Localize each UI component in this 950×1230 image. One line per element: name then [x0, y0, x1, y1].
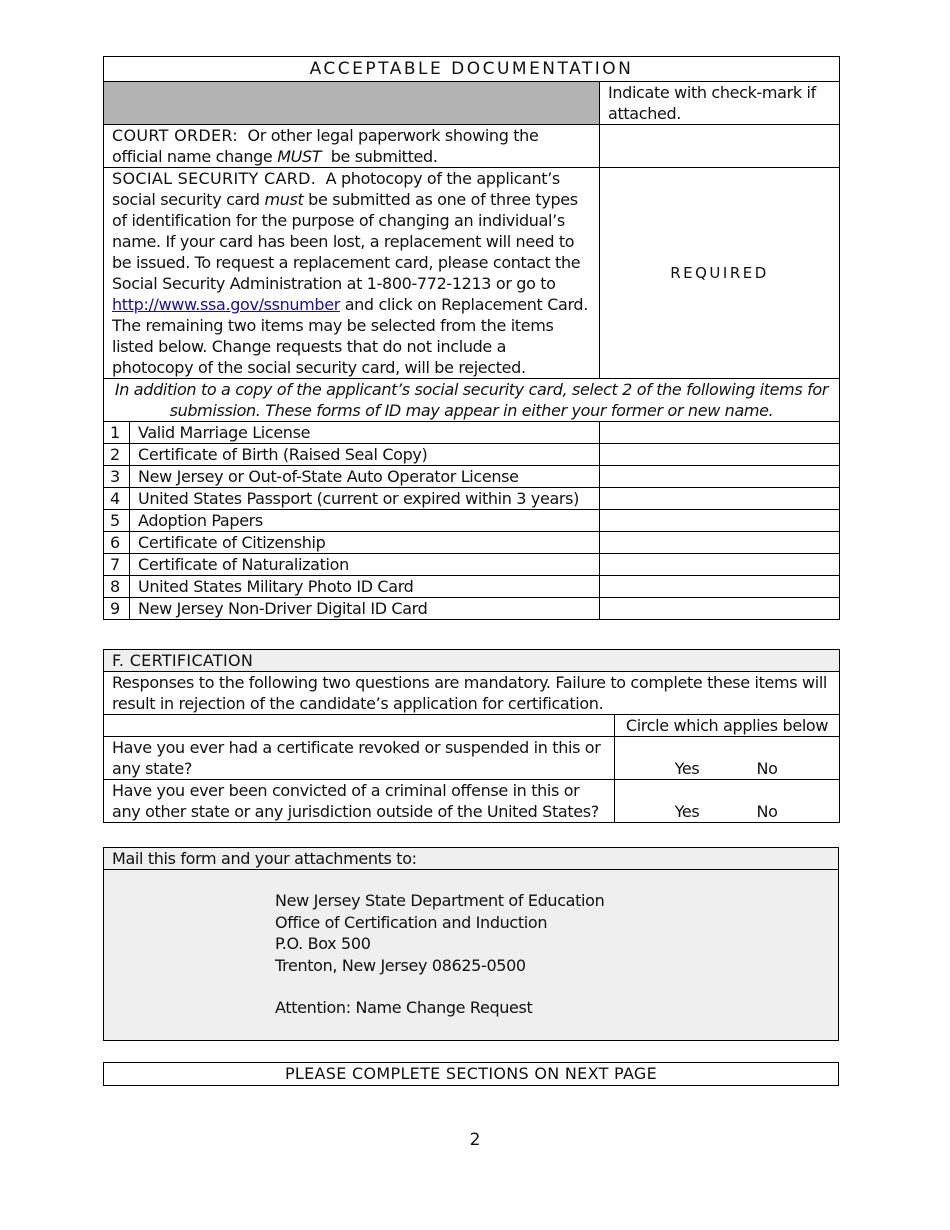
- ss-card-must: must: [264, 190, 304, 209]
- item-label: United States Passport (current or expired within 3 years): [130, 488, 600, 510]
- item-label: New Jersey Non-Driver Digital ID Card: [130, 598, 600, 620]
- certification-blank-cell: [104, 715, 615, 737]
- answer-cell: [615, 780, 840, 823]
- item-label: New Jersey or Out-of-State Auto Operator License: [130, 466, 600, 488]
- footer-note: PLEASE COMPLETE SECTIONS ON NEXT PAGE: [104, 1063, 839, 1086]
- court-order-must: MUST: [277, 147, 322, 166]
- item-label: Certificate of Birth (Raised Seal Copy): [130, 444, 600, 466]
- mail-header: Mail this form and your attachments to:: [104, 848, 839, 870]
- mailing-address: [104, 870, 839, 1041]
- item-label: United States Military Photo ID Card: [130, 576, 600, 598]
- question-row: [104, 737, 840, 780]
- check-mark-header: Indicate with check-mark if attached.: [600, 82, 840, 125]
- item-number: 3: [104, 466, 130, 488]
- question-text: Have you ever been convicted of a criminal offense in this or any other state or any jurisdiction outside of the United States?: [104, 780, 615, 823]
- item-check-cell[interactable]: [600, 532, 840, 554]
- court-order-text-after: be submitted.: [330, 147, 438, 166]
- court-order-description: [104, 125, 600, 168]
- list-item: [104, 576, 840, 598]
- question-text: Have you ever had a certificate revoked or suspended in this or any state?: [104, 737, 615, 780]
- ss-card-text3: and click on Replacement Card. The remaining two items may be selected from the items listed below. Change requests that do not include a photocopy of the social security card, will be rejected.: [112, 295, 588, 377]
- item-number: 9: [104, 598, 130, 620]
- list-item: [104, 510, 840, 532]
- footer-note-table: [103, 1062, 839, 1086]
- item-check-cell[interactable]: [600, 510, 840, 532]
- item-check-cell[interactable]: [600, 576, 840, 598]
- item-number: 5: [104, 510, 130, 532]
- item-check-cell[interactable]: [600, 554, 840, 576]
- attention-line: Attention: Name Change Request: [275, 998, 533, 1017]
- item-number: 1: [104, 422, 130, 444]
- item-label: Certificate of Naturalization: [130, 554, 600, 576]
- ss-card-required-label: REQUIRED: [600, 168, 840, 379]
- certification-table: [103, 649, 840, 823]
- page-number: 2: [469, 1130, 481, 1150]
- yes-option[interactable]: Yes: [674, 802, 700, 821]
- acceptable-documentation-table: [103, 56, 840, 620]
- certification-title: F. CERTIFICATION: [104, 650, 840, 672]
- item-number: 8: [104, 576, 130, 598]
- item-check-cell[interactable]: [600, 422, 840, 444]
- question-row: [104, 780, 840, 823]
- list-item: [104, 598, 840, 620]
- answer-cell: [615, 737, 840, 780]
- acceptable-documentation-title: ACCEPTABLE DOCUMENTATION: [104, 57, 840, 82]
- item-check-cell[interactable]: [600, 444, 840, 466]
- yes-option[interactable]: Yes: [674, 759, 700, 778]
- ss-card-heading: SOCIAL SECURITY CARD.: [112, 169, 317, 188]
- list-item: [104, 532, 840, 554]
- item-number: 7: [104, 554, 130, 576]
- list-item: [104, 422, 840, 444]
- ss-card-text2: be submitted as one of three types of identification for the purpose of changing an individual’s name. If your card has been lost, a replacement will need to be issued. To request a replacement card, please contact the Social Security Administration at 1-800-772-1213 or go to: [112, 190, 581, 293]
- list-item: [104, 444, 840, 466]
- item-check-cell[interactable]: [600, 466, 840, 488]
- ssa-link[interactable]: http://www.ssa.gov/ssnumber: [112, 295, 340, 314]
- address-line-3: P.O. Box 500: [275, 934, 371, 953]
- list-item: [104, 466, 840, 488]
- address-line-2: Office of Certification and Induction: [275, 912, 548, 932]
- address-line-1: New Jersey State Department of Education: [275, 891, 605, 910]
- ss-card-text1: A photocopy of the applicant’s social security card: [112, 169, 560, 209]
- item-number: 6: [104, 532, 130, 554]
- court-order-text-before: Or other legal paperwork showing the official name change: [112, 126, 539, 166]
- court-order-heading: COURT ORDER:: [112, 126, 239, 145]
- item-check-cell[interactable]: [600, 488, 840, 510]
- no-option[interactable]: No: [756, 802, 778, 821]
- circle-header: Circle which applies below: [615, 715, 840, 737]
- header-blank-cell: [104, 82, 600, 125]
- item-number: 4: [104, 488, 130, 510]
- list-item: [104, 554, 840, 576]
- list-item: [104, 488, 840, 510]
- selection-instruction: In addition to a copy of the applicant’s social security card, select 2 of the following items for submission. These forms of ID may appear in either your former or new name.: [104, 379, 840, 422]
- no-option[interactable]: No: [756, 759, 778, 778]
- ss-card-description: [104, 168, 600, 379]
- address-line-4: Trenton, New Jersey 08625-0500: [275, 955, 526, 975]
- mail-table: [103, 847, 839, 1041]
- item-check-cell[interactable]: [600, 598, 840, 620]
- item-label: Certificate of Citizenship: [130, 532, 600, 554]
- certification-intro: Responses to the following two questions are mandatory. Failure to complete these items will result in rejection of the candidate’s application for certification.: [104, 672, 840, 715]
- item-label: Adoption Papers: [130, 510, 600, 532]
- item-number: 2: [104, 444, 130, 466]
- court-order-check-cell[interactable]: [600, 125, 840, 168]
- item-label: Valid Marriage License: [130, 422, 600, 444]
